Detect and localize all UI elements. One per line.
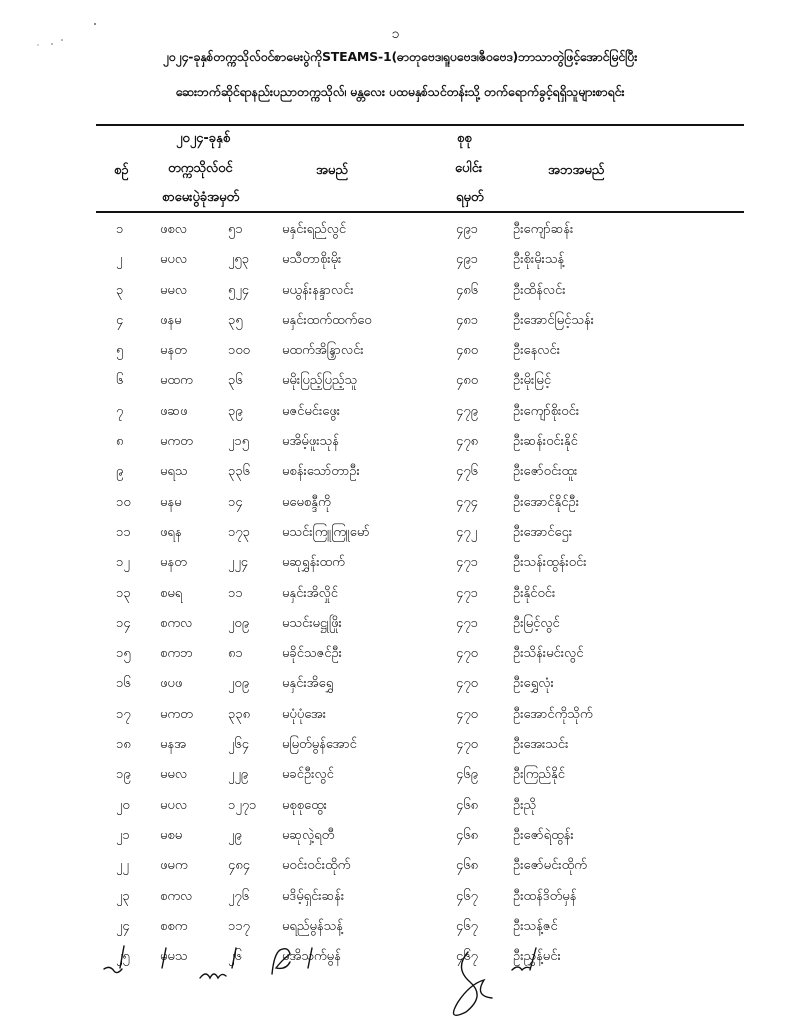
total-score-cell: ၄၇၄: [456, 494, 478, 510]
serial-no-cell: ၄: [116, 312, 124, 328]
serial-no-cell: ၁၄: [116, 615, 131, 631]
student-name-cell: မနှင်းထက်ထက်ဝေ: [282, 312, 372, 328]
exam-number-cell: ၂၉: [228, 827, 242, 843]
exam-prefix-cell: မမလ: [160, 767, 188, 783]
total-score-cell: ၄၇၀: [456, 706, 478, 722]
total-score-cell: ၄၇၁: [456, 585, 478, 601]
serial-no-cell: ၉: [116, 464, 124, 480]
exam-prefix-cell: စစက: [160, 918, 188, 934]
father-name-cell: ဦးညွှန့်မင်း: [513, 949, 561, 965]
exam-number-cell: ၅၁: [228, 222, 243, 237]
student-name-cell: မနှင်းအိလှိုင်: [282, 585, 338, 601]
student-name-cell: မဆုလှဲ့ရတီ: [282, 827, 335, 843]
student-name-cell: မနှင်းအိရွှေ: [282, 676, 334, 692]
serial-no-cell: ၁၂: [116, 555, 130, 571]
exam-prefix-cell: မနအ: [160, 737, 187, 753]
exam-number-cell: ၂၂၄: [228, 555, 249, 571]
serial-no-cell: ၇: [116, 403, 124, 419]
table-row: [0, 244, 791, 274]
total-score-cell: ၄၇၁: [456, 615, 478, 631]
student-name-cell: မအိသက်မွန်: [282, 949, 341, 965]
total-score-cell: ၄၇၂: [456, 524, 478, 540]
student-name-cell: မသီတာစိုးမိုး: [282, 252, 342, 268]
exam-number-cell: ၂၅၃: [228, 252, 250, 268]
exam-number-cell: ၃၃၆: [228, 464, 250, 480]
header-serial-no: စဉ်: [114, 163, 129, 178]
serial-no-cell: ၁၁: [116, 524, 131, 540]
total-score-cell: ၄၇၀: [456, 737, 478, 753]
student-name-cell: မသင်းမဋ္ဌုဖြိုး: [282, 615, 342, 631]
father-name-cell: ဦးစိုးမိုးသန့်: [513, 252, 565, 268]
student-name-cell: မယွန်းနန္ဒာလင်း: [282, 282, 354, 298]
table-header-rule: [96, 211, 744, 213]
student-name-cell: မနှင်းရည်လွင်: [282, 222, 347, 237]
father-name-cell: ဦးအေးသင်း: [513, 737, 569, 753]
exam-number-cell: ၅၂၄: [228, 282, 250, 298]
father-name-cell: ဦးကျော်စိုးဝင်း: [513, 403, 580, 419]
table-row: [0, 759, 791, 789]
total-score-cell: ၄၆၈: [456, 827, 479, 843]
exam-number-cell: ၃၉: [228, 403, 243, 419]
exam-number-cell: ၃၆: [228, 373, 243, 389]
exam-number-cell: ၄၈၄: [228, 858, 251, 874]
serial-no-cell: ၁၆: [116, 676, 131, 692]
exam-prefix-cell: ဖဆဖ: [160, 403, 188, 419]
exam-prefix-cell: မစမ: [160, 827, 183, 843]
table-row: [0, 517, 791, 547]
exam-prefix-cell: မရသ: [160, 464, 188, 480]
table-top-rule: [96, 124, 744, 126]
header-score-line-3: ရမှတ်: [456, 190, 484, 205]
exam-prefix-cell: စကလ: [160, 615, 193, 631]
total-score-cell: ၄၆၉: [456, 767, 478, 783]
serial-no-cell: ၁၈: [116, 737, 131, 753]
exam-number-cell: ၂၆: [228, 949, 242, 965]
exam-number-cell: ၁၂၇၁: [228, 797, 257, 813]
total-score-cell: ၄၉၁: [456, 222, 478, 237]
total-score-cell: ၄၉၁: [456, 252, 478, 268]
exam-prefix-cell: မပလ: [160, 797, 188, 813]
exam-number-cell: ၂၁၅: [228, 434, 250, 450]
father-name-cell: ဦးဆန်းဝင်းနိုင်: [513, 434, 578, 450]
father-name-cell: ဦးနေလင်း: [513, 343, 560, 359]
exam-prefix-cell: စကလ: [160, 888, 193, 904]
exam-prefix-cell: မထက: [160, 373, 193, 389]
table-row: [0, 699, 791, 729]
exam-prefix-cell: ဖစလ: [160, 222, 187, 237]
father-name-cell: ဦးအောင်ကိုသိုက်: [513, 706, 593, 722]
exam-prefix-cell: ဖမက: [160, 858, 188, 874]
student-name-cell: မခိုင်သဇင်ဦး: [282, 646, 342, 662]
father-name-cell: ဦးဇော်ဝင်းထူး: [513, 464, 578, 480]
exam-prefix-cell: မမသ: [160, 949, 188, 965]
table-row: [0, 668, 791, 698]
student-name-cell: မဝင်းဝင်းထိုက်: [282, 858, 351, 874]
student-name-cell: မခင်ဦးလွင်: [282, 767, 334, 783]
total-score-cell: ၄၈၀: [456, 373, 479, 389]
father-name-cell: ဦးရွှေလုံး: [513, 676, 554, 692]
header-name: အမည်: [316, 163, 348, 178]
father-name-cell: ဦးကြည်နိုင်: [513, 767, 565, 783]
table-row: [0, 456, 791, 486]
document-title-line-1: ၂၀၂၄-ခုနှစ်တက္ကသိုလ်ဝင်စာမေးပွဲကိုSTEAMS-1(ဓာတုဗေဒ၊ရူပဗေဒ၊ဇီဝဗေဒ)ဘာသာတွဲဖြင့်အောင်မြင်ပြီး: [162, 49, 638, 64]
serial-no-cell: ၂၅: [116, 949, 130, 965]
serial-no-cell: ၂၀: [116, 797, 130, 813]
exam-number-cell: ၁၇၃: [228, 524, 250, 540]
exam-prefix-cell: မကတ: [160, 434, 193, 450]
table-row: [0, 608, 791, 638]
total-score-cell: ၄၇၆: [456, 464, 478, 480]
student-name-cell: မဇင်မင်းဖွေး: [282, 403, 341, 419]
exam-number-cell: ၈၁: [228, 646, 243, 662]
table-body: [0, 214, 791, 971]
student-name-cell: မမေစန္ဒီကို: [282, 494, 331, 510]
table-row: [0, 729, 791, 759]
serial-no-cell: ၃: [116, 282, 124, 298]
student-name-cell: မဆုရွှန်းထက်: [282, 555, 345, 571]
father-name-cell: ဦးသန်းထွန်းဝင်း: [513, 555, 587, 571]
document-title-line-2: ဆေးဘက်ဆိုင်ရာနည်းပညာတက္ကသိုလ်၊ မန္တလေး ပထမနှစ်သင်တန်းသို့ တက်ရောက်ခွင့်ရရှိသူများစာရင်း: [175, 84, 625, 99]
total-score-cell: ၄၇၉: [456, 403, 478, 419]
exam-prefix-cell: ဖရန: [160, 524, 182, 540]
student-name-cell: မရည်မွန်သန့်: [282, 918, 343, 934]
table-row: [0, 335, 791, 365]
father-name-cell: ဦးသိန်းမင်းလွင်: [513, 646, 584, 662]
student-name-cell: မမြတ်မွန်အောင်: [282, 737, 357, 753]
total-score-cell: ၄၇၈: [456, 434, 479, 450]
table-row: [0, 214, 791, 244]
page-number: ၁: [391, 26, 400, 42]
serial-no-cell: ၁၃: [116, 585, 131, 601]
serial-no-cell: ၅: [116, 343, 124, 359]
father-name-cell: ဦးအောင်ဌေး: [513, 524, 573, 540]
exam-prefix-cell: မနတ: [160, 343, 187, 359]
serial-no-cell: ၂၄: [116, 918, 130, 934]
father-name-cell: ဦးဇော်မင်းထိုက်: [513, 858, 587, 874]
serial-no-cell: ၈: [116, 434, 124, 450]
signature-5: [454, 948, 537, 1015]
student-name-cell: မထက်အိန္ဒြာလင်း: [282, 343, 364, 359]
serial-no-cell: ၂: [116, 252, 123, 268]
father-name-cell: ဦးအောင်မြင့်သန်း: [513, 312, 594, 328]
father-name-cell: ဦးနိုင်ဝင်း: [513, 585, 556, 601]
table-row: [0, 365, 791, 395]
exam-number-cell: ၂၇၆: [228, 888, 250, 904]
serial-no-cell: ၂၃: [116, 888, 130, 904]
header-father-name: အဘအမည်: [548, 163, 605, 178]
total-score-cell: ၄၆၇: [456, 888, 478, 904]
exam-prefix-cell: စကဘ: [160, 646, 193, 662]
student-name-cell: မဒိမ့်ရှင်းဆန်း: [282, 888, 345, 904]
serial-no-cell: ၁၀: [116, 494, 131, 510]
exam-number-cell: ၁၀၀: [228, 343, 250, 359]
total-score-cell: ၄၆၇: [456, 918, 478, 934]
exam-number-cell: ၂၆၄: [228, 737, 250, 753]
total-score-cell: ၄၇၀: [456, 646, 478, 662]
exam-number-cell: ၁၁၇: [228, 918, 250, 934]
header-exam-line-1: ၂၀၂၄-ခုနှစ်: [176, 131, 231, 146]
table-row: [0, 547, 791, 577]
table-row: [0, 790, 791, 820]
exam-prefix-cell: မပလ: [160, 252, 188, 268]
table-row: [0, 881, 791, 911]
exam-number-cell: ၁၁: [228, 585, 243, 601]
table-row: [0, 487, 791, 517]
table-row: [0, 305, 791, 335]
father-name-cell: ဦးညို: [513, 797, 537, 813]
table-row: [0, 426, 791, 456]
header-score-line-2: ပေါင်း: [455, 161, 483, 176]
corner-scan-marks: [0, 940, 120, 1000]
exam-prefix-cell: မကတ: [160, 706, 193, 722]
exam-number-cell: ၂၂၉: [228, 767, 249, 783]
signature-area: [0, 940, 791, 1020]
table-row: [0, 396, 791, 426]
exam-prefix-cell: စမရ: [160, 585, 183, 601]
exam-number-cell: ၃၃၈: [228, 706, 251, 722]
header-score-line-1: စုစု: [457, 131, 472, 146]
total-score-cell: ၄၆၇: [456, 949, 478, 965]
serial-no-cell: ၁၇: [116, 706, 131, 722]
father-name-cell: ဦးထိန်လင်း: [513, 282, 566, 298]
serial-no-cell: ၁: [116, 222, 124, 237]
father-name-cell: ဦးမြင့်လွင်: [513, 615, 560, 631]
exam-prefix-cell: မမလ: [160, 282, 188, 298]
total-score-cell: ၄၈၁: [456, 312, 479, 328]
exam-prefix-cell: ဖပဖ: [160, 676, 183, 692]
serial-no-cell: ၂၂: [116, 858, 129, 874]
table-row: [0, 820, 791, 850]
student-name-cell: မစန်းသော်တာဦး: [282, 464, 360, 480]
exam-number-cell: ၂၀၉: [228, 615, 250, 631]
header-exam-line-2: တက္ကသိုလ်ဝင်: [168, 161, 233, 176]
father-name-cell: ဦးမိုးမြင့်: [513, 373, 552, 389]
student-name-cell: မအိမ့်ဖူးသုန်: [282, 434, 339, 450]
exam-number-cell: ၁၄: [228, 494, 243, 510]
total-score-cell: ၄၈၀: [456, 343, 479, 359]
serial-no-cell: ၁၅: [116, 646, 131, 662]
total-score-cell: ၄၇၁: [456, 555, 478, 571]
student-name-cell: မမိုးပြည့်ပြည့်သူ: [282, 373, 358, 389]
father-name-cell: ဦးထန်ဒိတ်မှန်: [513, 888, 577, 904]
exam-prefix-cell: ဖနမ: [160, 312, 182, 328]
student-name-cell: မပုံပုံအေး: [282, 706, 327, 722]
signature-4: [272, 948, 312, 974]
father-name-cell: ဦးအောင်နိုင်ဦး: [513, 494, 579, 510]
table-row: [0, 578, 791, 608]
serial-no-cell: ၁၉: [116, 767, 131, 783]
father-name-cell: ဦးကျော်ဆန်း: [513, 222, 574, 237]
signature-2: [162, 948, 166, 968]
exam-prefix-cell: မနမ: [160, 494, 182, 510]
table-row: [0, 911, 791, 941]
header-exam-line-3: စာမေးပွဲခုံအမှတ်: [162, 190, 240, 205]
exam-number-cell: ၃၅: [228, 312, 243, 328]
student-name-cell: မစုစုထွေး: [282, 797, 327, 813]
total-score-cell: ၄၈၆: [456, 282, 479, 298]
table-row: [0, 638, 791, 668]
father-name-cell: ဦးသန့်ဇင်: [513, 918, 558, 934]
serial-no-cell: ၆: [116, 373, 124, 389]
total-score-cell: ၄၆၈: [456, 858, 479, 874]
signature-3: [200, 948, 236, 978]
scan-speckles: [0, 0, 120, 60]
table-row: [0, 850, 791, 880]
table-row: [0, 275, 791, 305]
serial-no-cell: ၂၁: [116, 827, 130, 843]
exam-number-cell: ၂၀၉: [228, 676, 250, 692]
exam-prefix-cell: မနတ: [160, 555, 187, 571]
student-name-cell: မသင်းကြူကြူမော်: [282, 524, 370, 540]
father-name-cell: ဦးဇော်ရဲထွန်း: [513, 827, 574, 843]
total-score-cell: ၄၇၀: [456, 676, 478, 692]
total-score-cell: ၄၆၈: [456, 797, 479, 813]
